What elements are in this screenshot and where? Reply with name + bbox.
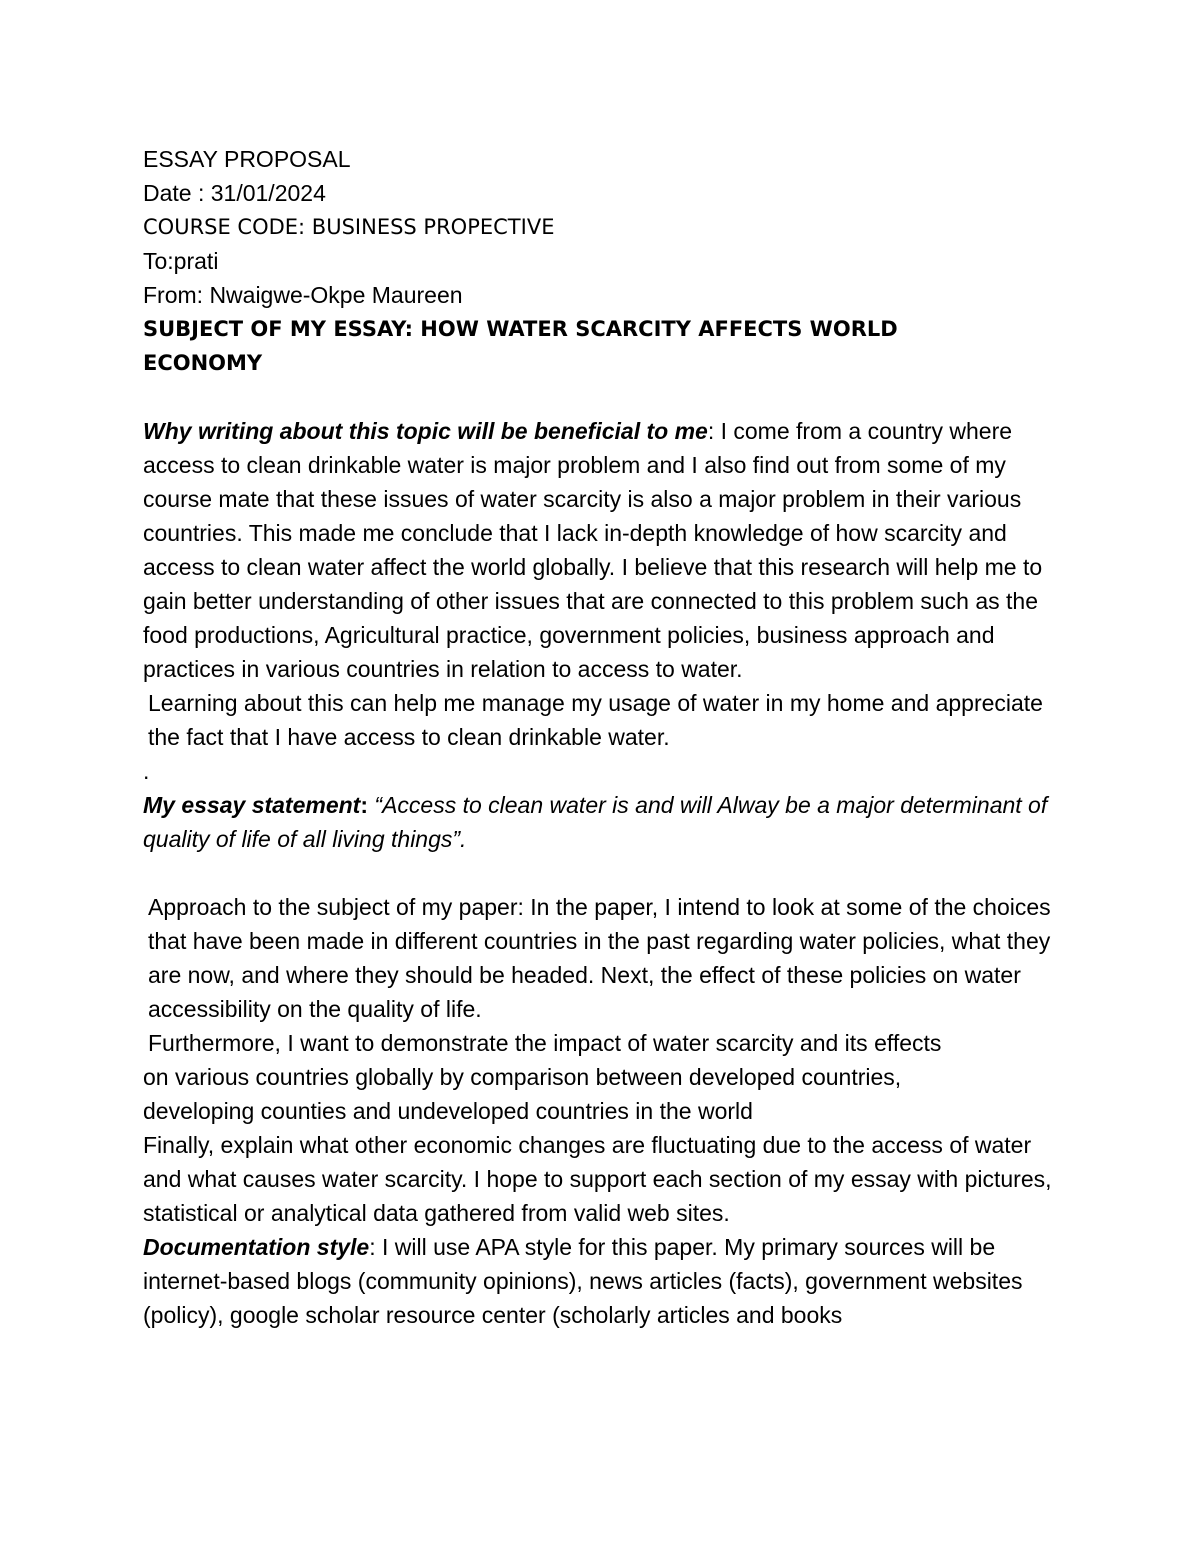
finally-paragraph: Finally, explain what other economic changes are fluctuating due to the access of water and what causes water scarcity. I hope to support each section of my essay with pictures, statistical or analytical data gathered from valid web sites.: [143, 1132, 1052, 1226]
date-line: Date : 31/01/2024: [143, 180, 326, 206]
statement-paragraph: [143, 788, 1073, 856]
spacer: [143, 856, 1073, 890]
statement-quote: “Access to clean water is and will Alway be a major determinant of quality of life of all living things”.: [143, 792, 1048, 852]
statement-lead: My essay statement: [143, 792, 361, 818]
documentation-body: I will use APA style for this paper. My primary sources will be internet-based blogs (community opinions), news articles (facts), government websites (policy), google scholar resource center (scholarly articles and books: [143, 1234, 1023, 1328]
approach-paragraph: Approach to the subject of my paper: In the paper, I intend to look at some of the choices that have been made in different countries in the past regarding water policies, what they are now, and where they should be headed. Next, the effect of these policies on water accessibility on the quality of life.: [148, 894, 1051, 1022]
statement-colon: :: [360, 792, 369, 818]
subject-heading: SUBJECT OF MY ESSAY: HOW WATER SCARCITY AFFECTS WORLD ECONOMY: [143, 317, 898, 375]
dot-line: .: [143, 758, 150, 784]
learning-paragraph: Learning about this can help me manage my usage of water in my home and appreciate the fact that I have access to clean drinkable water.: [148, 690, 1043, 750]
furthermore-text: Furthermore, I want to demonstrate the impact of water scarcity and its effects on various countries globally by comparison between developed countries, developing counties and undeveloped countries in the world: [143, 1030, 942, 1124]
beneficial-lead: Why writing about this topic will be beneficial to me: [143, 418, 708, 444]
documentation-paragraph: [143, 1230, 1073, 1332]
spacer: [143, 380, 1073, 414]
beneficial-body: I come from a country where access to clean drinkable water is major problem and I also find out from some of my course mate that these issues of water scarcity is also a major problem in their various countries. This made me conclude that I lack in-depth knowledge of how scarcity and access to clean water affect the world globally. I believe that this research will help me to gain better understanding of other issues that are connected to this problem such as the food productions, Agricultural practice, government policies, business approach and practices in various countries in relation to access to water.: [143, 418, 1043, 682]
document-page: [143, 142, 1073, 1332]
beneficial-paragraph: [143, 414, 1073, 686]
document-title: ESSAY PROPOSAL: [143, 146, 351, 172]
beneficial-colon: :: [707, 418, 715, 444]
from-line: From: Nwaigwe-Okpe Maureen: [143, 282, 463, 308]
documentation-colon: :: [369, 1234, 376, 1260]
furthermore-paragraph: [143, 1026, 963, 1128]
to-line: To:prati: [143, 248, 219, 274]
documentation-lead: Documentation style: [143, 1234, 370, 1260]
course-code-line: COURSE CODE: BUSINESS PROPECTIVE: [143, 215, 555, 239]
